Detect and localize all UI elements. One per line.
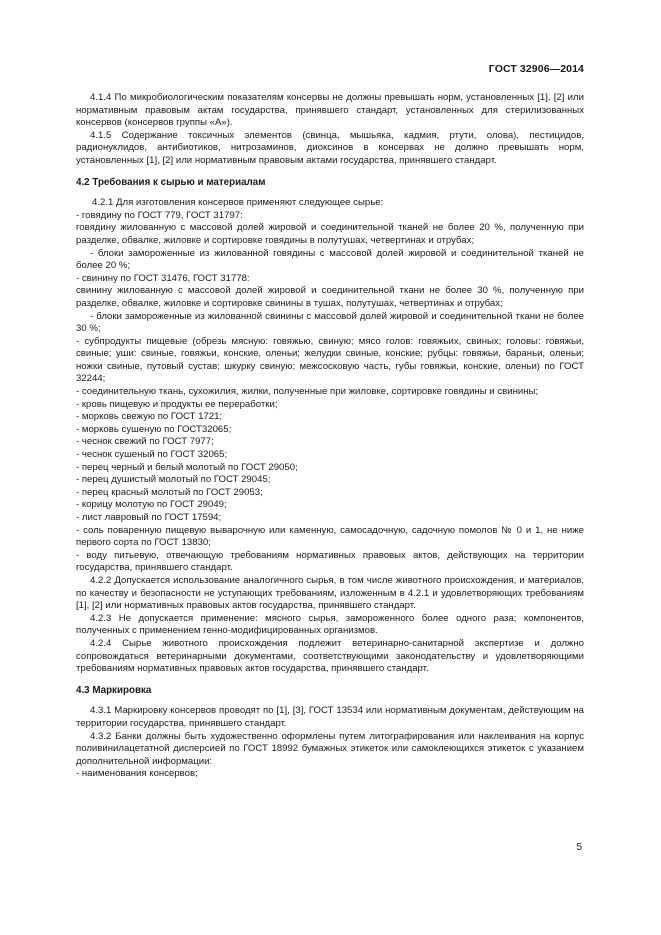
- raw-material-item: - корицу молотую по ГОСТ 29049;: [76, 499, 227, 511]
- raw-material-item: - блоки замороженные из жилованной говядины с массовой долей жировой и соединительной тканей не более 20 %;: [76, 247, 584, 272]
- page-number: 5: [576, 842, 582, 853]
- raw-material-item: - перец красный молотый по ГОСТ 29053;: [76, 486, 263, 498]
- raw-material-item: - лист лавровый по ГОСТ 17594;: [76, 512, 222, 523]
- raw-material-item: - кровь пищевую и продукты ее переработки;: [76, 398, 278, 410]
- raw-material-item: - воду питьевую, отвечающую требованиям нормативных правовых актов, действующих на территории государства, принявшего стандарт.: [76, 549, 584, 574]
- raw-material-item: - морковь свежую по ГОСТ 1721;: [76, 411, 223, 423]
- raw-material-item: - чеснок сушеный по ГОСТ 32065;: [76, 449, 228, 461]
- clause-4-2-4: 4.2.4 Сырье животного происхождения подлежит ветеринарно-санитарной экспертизе и должно сопровождаться ветеринарными документами, соответствующими законодательству и удовлетворяющими требованиям нормативных правовых актов государства, принявшего стандарт.: [76, 637, 584, 675]
- raw-material-item: - блоки замороженные из жилованной свинины с массовой долей жировой и соединительной ткани не более 30 %;: [76, 310, 584, 335]
- raw-material-item: - перец черный и белый молотый по ГОСТ 29050;: [76, 461, 298, 473]
- standard-code-header: ГОСТ 32906—2014: [488, 63, 584, 75]
- raw-material-item: - субпродукты пищевые (обрезь мясную: говяжью, свиную; мясо голов: говяжьих, свиных; головы: говяжьи, свиные; уши: свиные, говяжьи, конские, оленьи; желудки свиные, конские; рубцы: говяжьи, бараньи, оленьи; ножки свиные, путовый сустав; шкурку свиную; межсосковую часть, губы говяжьи, конские, оленьи) по ГОСТ 32244;: [76, 335, 584, 385]
- label-info-item: - наименования консервов;: [76, 768, 198, 780]
- clause-4-1-5: 4.1.5 Содержание токсичных элементов (свинца, мышьяка, кадмия, ртути, олова), пестицидов, радионуклидов, антибиотиков, нитрозаминов, диоксинов в консервах не должно превышать норм, установленных [1], [2] или нормативным правовым актами государства, принявшего стандарт.: [76, 129, 584, 166]
- raw-material-item: - перец душистый молотый по ГОСТ 29045;: [76, 474, 271, 486]
- clause-4-3-1: 4.3.1 Маркировку консервов проводят по [1], [3], ГОСТ 13534 или нормативным документам, действующим на территории государства, принявшего стандарт.: [76, 705, 584, 729]
- raw-material-item: - говядину по ГОСТ 779, ГОСТ 31797:: [76, 209, 243, 221]
- raw-material-item: - свинину по ГОСТ 31476, ГОСТ 31778:: [76, 272, 250, 284]
- section-heading-4-2: 4.2 Требования к сырью и материалам: [76, 176, 266, 188]
- clause-4-2-3: 4.2.3 Не допускается применение: мясного сырья, замороженного более одного раза; компонентов, полученных с применением генно-модифицированных организмов.: [76, 612, 584, 637]
- clause-4-2-1: 4.2.1 Для изготовления консервов применяют следующее сырье:: [92, 197, 384, 209]
- raw-material-item: - соединительную ткань, сухожилия, жилки, полученные при жиловке, сортировке говядины и свинины;: [76, 386, 539, 398]
- clause-4-3-2: 4.3.2 Банки должны быть художественно оформлены путем литографирования или наклеивания на корпус поливинилацетатной дисперсией по ГОСТ 18992 бумажных этикеток или самоклеющихся этикеток с указанием дополнительной информации:: [76, 730, 584, 767]
- clause-4-2-2: 4.2.2 Допускается использование аналогичного сырья, в том числе животного происхождения, и материалов, по качеству и безопасности не уступающих требованиям, изложенным в 4.2.1 и удовлетворяющих требованиям [1], [2] или нормативных правовых актов государства, принявшего стандарт.: [76, 574, 584, 612]
- raw-material-item: - морковь сушеную по ГОСТ32065;: [76, 423, 232, 435]
- raw-material-item: говядину жилованную с массовой долей жировой и соединительной тканей не более 20 %, полученную при разделке, обвалке, жиловке и сортировке говядины в полутушах, четвертинах и отрубах;: [76, 222, 584, 246]
- raw-material-item: - чеснок свежий по ГОСТ 7977;: [76, 436, 214, 448]
- section-heading-4-3: 4.3 Маркировка: [76, 684, 152, 696]
- document-body: [76, 92, 584, 781]
- raw-material-item: свинину жилованную с массовой долей жировой и соединительной ткани не более 30 %, полученную при разделке, обвалке, жиловке и сортировке свинины в тушах, полутушах, четвертинах и отрубах;: [76, 285, 584, 309]
- raw-material-item: - соль поваренную пищевую выварочную или каменную, самосадочную, садочную помолов № 0 и 1, не ниже первого сорта по ГОСТ 13830;: [76, 524, 584, 549]
- clause-4-1-4: 4.1.4 По микробиологическим показателям консервы не должны превышать норм, установленных [1], [2] или нормативным правовым актам государства, принявшего стандарт, установленных для стерилизованных консервов (консервов группы «А»).: [76, 92, 584, 129]
